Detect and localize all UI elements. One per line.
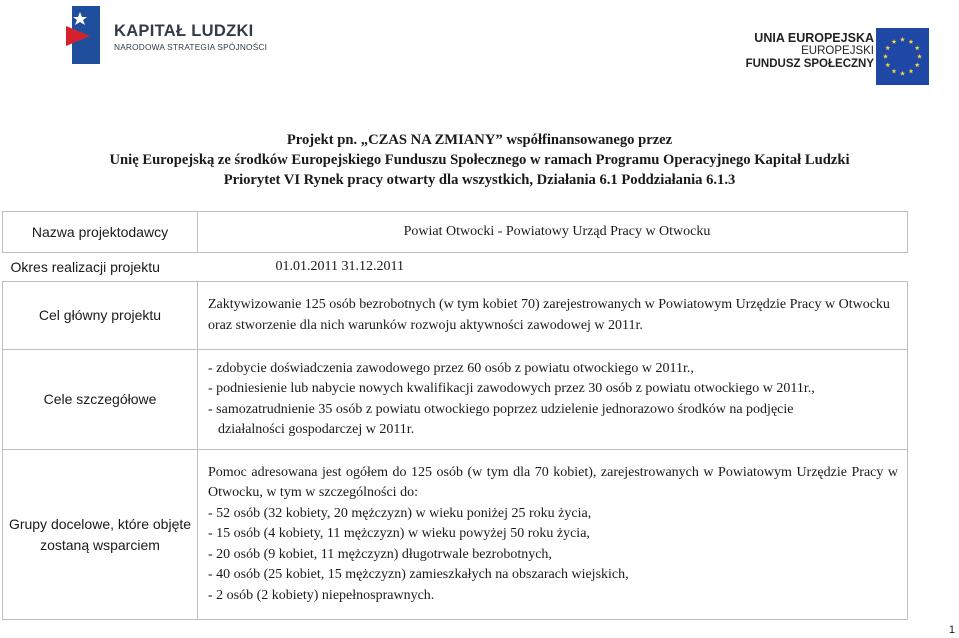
row-value [198, 350, 908, 450]
table-row [3, 282, 908, 350]
title-line-1: Projekt pn. „CZAS NA ZMIANY” współfinansowanego przez [286, 132, 673, 148]
row-label: Nazwa projektodawcy [3, 212, 198, 253]
logo-subtitle: NARODOWA STRATEGIA SPÓJNOŚCI [114, 42, 268, 52]
eu-logo-line3: FUNDUSZ SPOŁECZNY [745, 58, 874, 70]
kapital-ludzki-logo [66, 6, 268, 64]
table-row [3, 212, 908, 253]
list-item: - 2 osób (2 kobiety) niepełnosprawnych. [208, 587, 435, 603]
row-value [198, 450, 908, 620]
table-row [3, 253, 908, 282]
title-line-3: Priorytet VI Rynek pracy otwarty dla wszystkich, Działania 6.1 Poddziałania 6.1.3 [223, 172, 736, 188]
kapital-ludzki-emblem-icon [66, 6, 100, 64]
logo-title: KAPITAŁ LUDZKI [114, 22, 254, 40]
eu-logo-line2: EUROPEJSKI [801, 45, 874, 57]
list-item: - 40 osób (25 kobiet, 15 mężczyzn) zamieszkałych na obszarach wiejskich, [208, 567, 629, 583]
list-item: - zdobycie doświadczenia zawodowego przez 60 osób z powiatu otwockiego w 2011r., [208, 360, 694, 376]
table-row [3, 450, 908, 620]
title-line-2: Unię Europejską ze środków Europejskiego Funduszu Społecznego w ramach Programu Operacyjnego Kapitał Ludzki [109, 152, 850, 168]
project-title [0, 130, 959, 190]
row-label: Grupy docelowe, które objęte zostaną wsparciem [3, 450, 198, 620]
eu-logo-line1: UNIA EUROPEJSKA [754, 31, 874, 45]
eu-flag-icon [876, 28, 929, 85]
row-label: Cel główny projektu [3, 282, 198, 350]
intro-text: Pomoc adresowana jest ogółem do 125 osób (w tym dla 70 kobiet), zarejestrowanych w Powiatowym Urzędzie Pracy w Otwocku, w tym w szczególności do: [208, 464, 898, 501]
list-item: - samozatrudnienie 35 osób z powiatu otwockiego poprzez udzielenie jednorazowo środków na podjęcie [208, 401, 794, 417]
list-item: - 15 osób (4 kobiety, 11 mężczyzn) w wieku powyżej 50 roku życia, [208, 526, 590, 542]
row-label: Okres realizacji projektu [10, 258, 160, 275]
row-label: Cele szczegółowe [3, 350, 198, 450]
page-number: 1 [948, 624, 955, 636]
project-info-table [2, 211, 908, 620]
row-value: Zaktywizowanie 125 osób bezrobotnych (w tym kobiet 70) zarejestrowanych w Powiatowym Urzędzie Pracy w Otwocku oraz stworzenie dla nich warunków rozwoju aktywności zawodowej w 2011r. [198, 282, 908, 350]
list-item: działalności gospodarczej w 2011r. [218, 422, 415, 437]
row-value: Powiat Otwocki - Powiatowy Urząd Pracy w Otwocku [198, 212, 908, 253]
list-item: - podniesienie lub nabycie nowych kwalifikacji zawodowych przez 30 osób z powiatu otwockiego w 2011r., [208, 381, 815, 396]
eu-logo-text [746, 32, 874, 71]
list-item: - 52 osób (32 kobiety, 20 mężczyzn) w wieku poniżej 25 roku życia, [208, 505, 592, 521]
list-item: - 20 osób (9 kobiet, 11 mężczyzn) długotrwale bezrobotnych, [208, 546, 552, 562]
row-value: 01.01.2011 31.12.2011 [275, 258, 404, 274]
table-row [3, 350, 908, 450]
eu-logo [710, 10, 945, 90]
